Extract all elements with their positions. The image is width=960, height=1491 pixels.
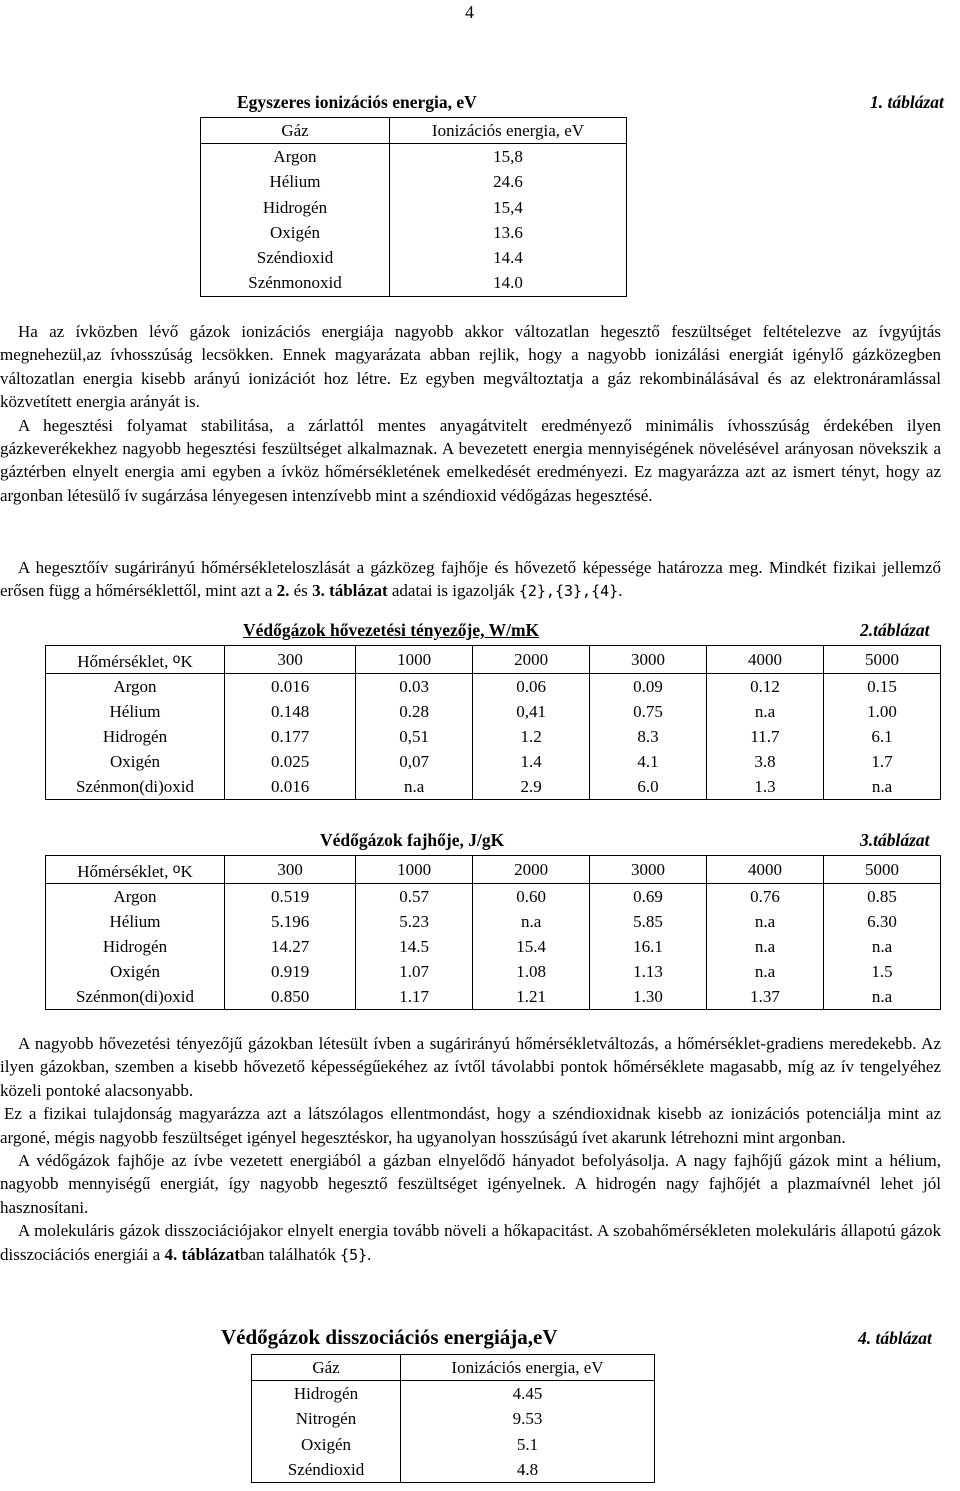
table1-cell: 13.6 — [390, 220, 627, 245]
reference-list: {2},{3},{4} — [518, 582, 619, 601]
table-row: Argon 0.016 0.03 0.06 0.09 0.12 0.15 — [46, 674, 941, 700]
table-row: Szénmon(di)oxid 0.850 1.17 1.21 1.30 1.37 n.a — [46, 984, 941, 1010]
table3-temp: 1000 — [356, 856, 473, 884]
table1-header-energy: Ionizációs energia, eV — [390, 118, 627, 144]
table-row — [201, 220, 627, 245]
table1-cell: Hélium — [201, 170, 390, 195]
table3-temp: 300 — [225, 856, 356, 884]
table3-temp: 3000 — [590, 856, 707, 884]
table4-title: Védőgázok disszociációs energiája,eV — [221, 1325, 558, 1349]
table4-number: 4. táblázat — [858, 1328, 932, 1348]
table2-temp: 1000 — [356, 646, 473, 674]
table-row — [201, 245, 627, 270]
table-row: Hélium 5.196 5.23 n.a 5.85 n.a 6.30 — [46, 909, 941, 934]
table-row — [201, 144, 627, 170]
paragraph-4: A nagyobb hővezetési tényezőjű gázokban létesült ívben a sugárirányú hőmérsékletváltozás, a hőmérséklet-gradiens meredekebb. Az ilyen gázokban, szemben a kisebb hővezető képességűekéhez az ívtől távolabbi pontok hőmérséklete magasabb, míg az ív tengelyéhez közeli pontoké alacsonyabb. — [0, 1034, 941, 1100]
table1-cell: Széndioxid — [201, 245, 390, 270]
table3-header-row — [46, 856, 941, 884]
table-row — [201, 271, 627, 297]
paragraph-1: Ha az ívközben lévő gázok ionizációs energiája nagyobb akkor változatlan hegesztő feszültséget feltételezve az ívgyújtás megnehezül,az ívhosszúság lecsökken. Ennek magyarázata abban rejlik, hogy a nagyobb ionizálási energiát igénylő gázközegben változatlan energia kisebb arányú ionizációt hoz létre. Ez egyben megváltoztatja a gáz rekombinálásával és az elektronáramlással közvetített energia arányát is. — [0, 322, 941, 412]
table2-header-row — [46, 646, 941, 674]
table1-title: Egyszeres ionizációs energia, eV — [237, 92, 477, 112]
paragraph-5: Ez a fizikai tulajdonság magyarázza azt a látszólagos ellentmondást, hogy a széndioxidnak kisebb az ionizációs potenciálja mint az argoné, mégis nagyobb feszültséget igényel hegesztéskor, ha ugyanolyan hosszúságú ívet akarunk létrehozni mint argonban. — [0, 1104, 941, 1147]
table1-cell: 24.6 — [390, 170, 627, 195]
table2-title: Védőgázok hővezetési tényezője, W/mK — [243, 620, 540, 640]
table2-temp: 300 — [225, 646, 356, 674]
table2-temp: 3000 — [590, 646, 707, 674]
table1-number: 1. táblázat — [870, 92, 944, 112]
table1-header-gas: Gáz — [201, 118, 390, 144]
table1-header-row — [201, 118, 627, 144]
table1-cell: Oxigén — [201, 220, 390, 245]
table1-cell: 14.0 — [390, 271, 627, 297]
paragraph-7: A molekuláris gázok disszociációjakor elnyelt energia tovább növeli a hőkapacitást. A szobahőmérsékleten molekuláris állapotú gázok disszociációs energiái a 4. táblázatban találhatók {5}. — [0, 1221, 941, 1264]
table1 — [200, 117, 627, 297]
table-row: Hélium 0.148 0.28 0,41 0.75 n.a 1.00 — [46, 699, 941, 724]
table4-header-energy: Ionizációs energia, eV — [401, 1355, 655, 1381]
table2-temp: 5000 — [823, 646, 940, 674]
table3-number: 3.táblázat — [860, 830, 930, 850]
table1-cell: Argon — [201, 144, 390, 170]
table1-cell: Hidrogén — [201, 195, 390, 220]
table2-temp: 4000 — [707, 646, 824, 674]
table-row: Oxigén 0.025 0,07 1.4 4.1 3.8 1.7 — [46, 749, 941, 774]
table1-cell: Szénmonoxid — [201, 271, 390, 297]
table-row — [201, 170, 627, 195]
table4-header-gas: Gáz — [252, 1355, 401, 1381]
table3-temp: 4000 — [707, 856, 824, 884]
page-number: 4 — [465, 2, 474, 22]
table3-temp: 2000 — [473, 856, 590, 884]
table3-header-temp: Hőmérséklet, $^o$K — [46, 856, 225, 884]
table-row: Szénmon(di)oxid 0.016 n.a 2.9 6.0 1.3 n.a — [46, 774, 941, 800]
table1-cell: 15,4 — [390, 195, 627, 220]
table-row: Argon 0.519 0.57 0.60 0.69 0.76 0.85 — [46, 884, 941, 910]
table3 — [45, 855, 941, 1010]
table4-header-row — [252, 1355, 655, 1381]
paragraph-2: A hegesztési folyamat stabilitása, a zárlattól mentes anyagátvitelt eredményező minimális ívhosszúság érdekében ilyen gázkeverékekhez nagyobb hegesztési feszültséget alkalmaznak. A bevezetett energia mennyiségének növelésével arányosan növekszik a gáztérben elnyelt energia ami egyben a ívköz hőmérsékletének emelkedését eredményezi. Ez magyarázza azt az ismert tényt, hogy az argonban létesülő ív sugárzása lényegesen intenzívebb mint a széndioxid védőgázas hegesztésé. — [0, 415, 941, 505]
table4 — [251, 1354, 655, 1483]
table-row: Hidrogén 4.45 — [252, 1381, 655, 1407]
table-row: Hidrogén 0.177 0,51 1.2 8.3 11.7 6.1 — [46, 724, 941, 749]
table-row: Hidrogén 14.27 14.5 15.4 16.1 n.a n.a — [46, 934, 941, 959]
paragraph-6: A védőgázok fajhője az ívbe vezetett energiából a gázban elnyelődő hányadot befolyásolja. A nagy fajhőjű gázok mint a hélium, nagyobb mennyiségű energiát, így nagyobb hegesztő feszültséget igényelnek. A hidrogén nagy fajhőjét a plazmaívnél lehet jól hasznosítani. — [0, 1151, 941, 1217]
body-text-block-1 — [0, 320, 941, 507]
table-row: Oxigén 0.919 1.07 1.08 1.13 n.a 1.5 — [46, 959, 941, 984]
table-row: Oxigén 5.1 — [252, 1432, 655, 1457]
table2-header-temp: Hőmérséklet, $^o$K — [46, 646, 225, 674]
table1-cell: 14.4 — [390, 245, 627, 270]
table2 — [45, 645, 941, 800]
reference-list: {5} — [340, 1245, 368, 1264]
table1-cell: 15,8 — [390, 144, 627, 170]
table2-number: 2.táblázat — [860, 620, 930, 640]
table-row: Széndioxid 4.8 — [252, 1457, 655, 1483]
paragraph-3: A hegesztőív sugárirányú hőmérsékleteloszlását a gázközeg fajhője és hővezető képessége határozza meg. Mindkét fizikai jellemző erősen függ a hőmérséklettől, mint azt a 2. és 3. táblázat adatai is igazolják {2},{3},{4}. — [0, 558, 941, 601]
body-text-block-2 — [0, 556, 941, 604]
body-text-block-3 — [0, 1032, 941, 1267]
table2-temp: 2000 — [473, 646, 590, 674]
table3-temp: 5000 — [823, 856, 940, 884]
table-row: Nitrogén 9.53 — [252, 1407, 655, 1432]
table3-title: Védőgázok fajhője, J/gK — [320, 830, 505, 850]
table-row — [201, 195, 627, 220]
